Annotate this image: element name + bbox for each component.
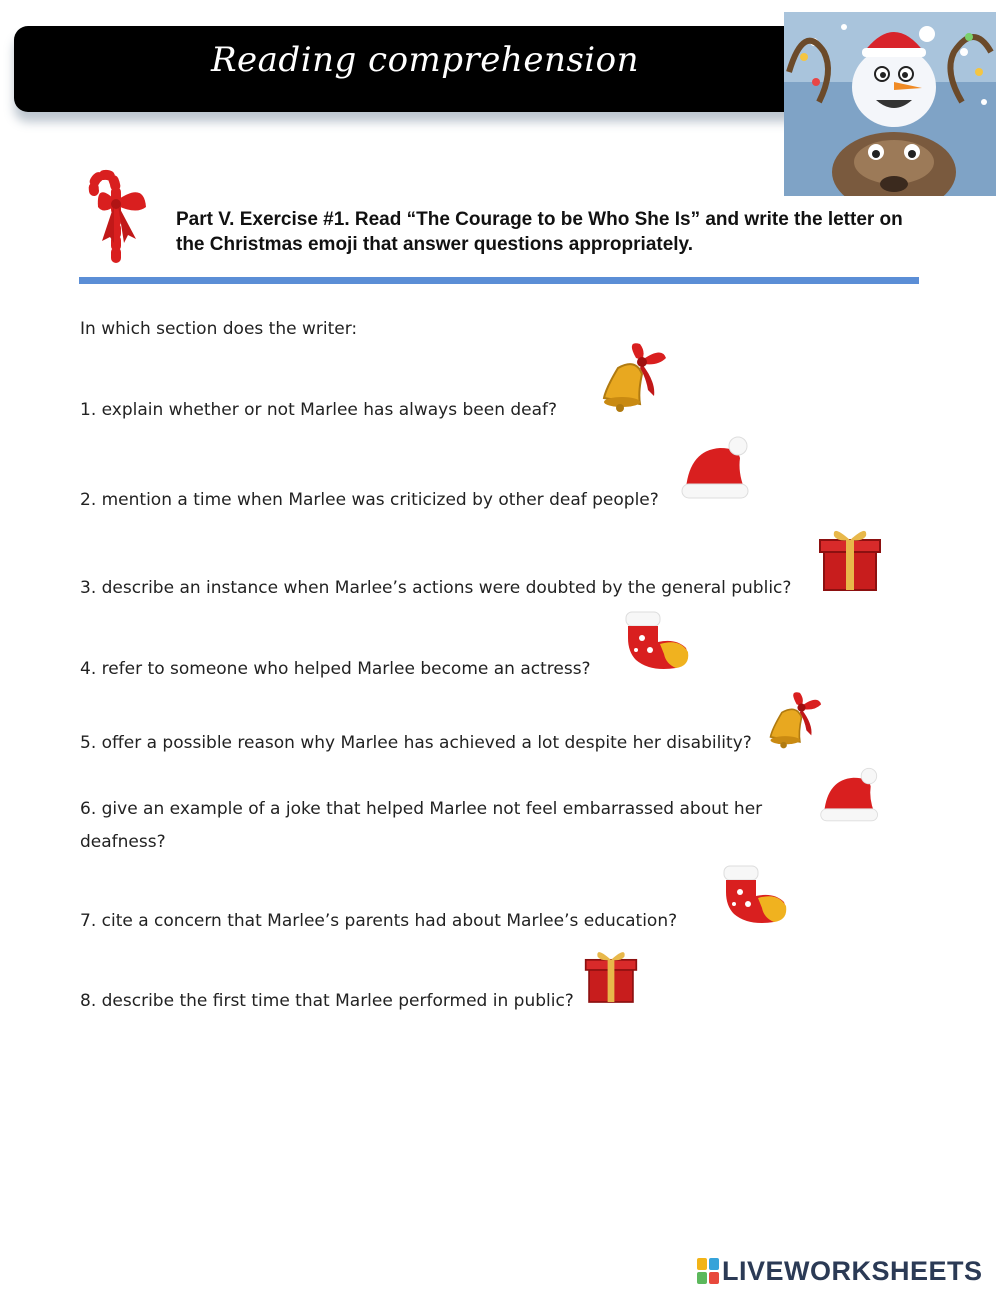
question-4: 4. refer to someone who helped Marlee become an actress? bbox=[80, 659, 591, 679]
question-2: 2. mention a time when Marlee was criticized by other deaf people? bbox=[80, 490, 659, 510]
stocking-icon[interactable] bbox=[718, 862, 792, 932]
exercise-instructions: Part V. Exercise #1. Read “The Courage to be Who She Is” and write the letter on the Christmas emoji that answer questions appropriately. bbox=[176, 209, 903, 255]
stocking-icon[interactable] bbox=[620, 608, 694, 678]
divider bbox=[79, 277, 919, 284]
olaf-sven-image bbox=[784, 12, 996, 196]
liveworksheets-logo[interactable] bbox=[697, 1255, 983, 1287]
question-6: 6. give an example of a joke that helped Marlee not feel embarrassed about her deafness? bbox=[80, 799, 763, 852]
question-3: 3. describe an instance when Marlee’s actions were doubted by the general public? bbox=[80, 578, 792, 598]
question-8: 8. describe the first time that Marlee performed in public? bbox=[80, 991, 574, 1011]
logo-text: LIVEWORKSHEETS bbox=[722, 1255, 983, 1286]
question-7: 7. cite a concern that Marlee’s parents had about Marlee’s education? bbox=[80, 911, 678, 931]
intro-text: In which section does the writer: bbox=[80, 319, 358, 339]
bell-icon[interactable] bbox=[764, 688, 826, 754]
page-title: Reading comprehension bbox=[210, 40, 640, 80]
gift-icon[interactable] bbox=[818, 522, 882, 598]
bell-icon[interactable] bbox=[596, 338, 672, 418]
candy-cane-icon bbox=[84, 163, 164, 263]
logo-mark-icon bbox=[697, 1258, 719, 1284]
question-1: 1. explain whether or not Marlee has always been deaf? bbox=[80, 400, 558, 420]
gift-icon[interactable] bbox=[584, 944, 638, 1010]
question-5: 5. offer a possible reason why Marlee has achieved a lot despite her disability? bbox=[80, 733, 752, 753]
santa-hat-icon[interactable] bbox=[680, 432, 752, 508]
santa-hat-icon[interactable] bbox=[814, 764, 886, 830]
